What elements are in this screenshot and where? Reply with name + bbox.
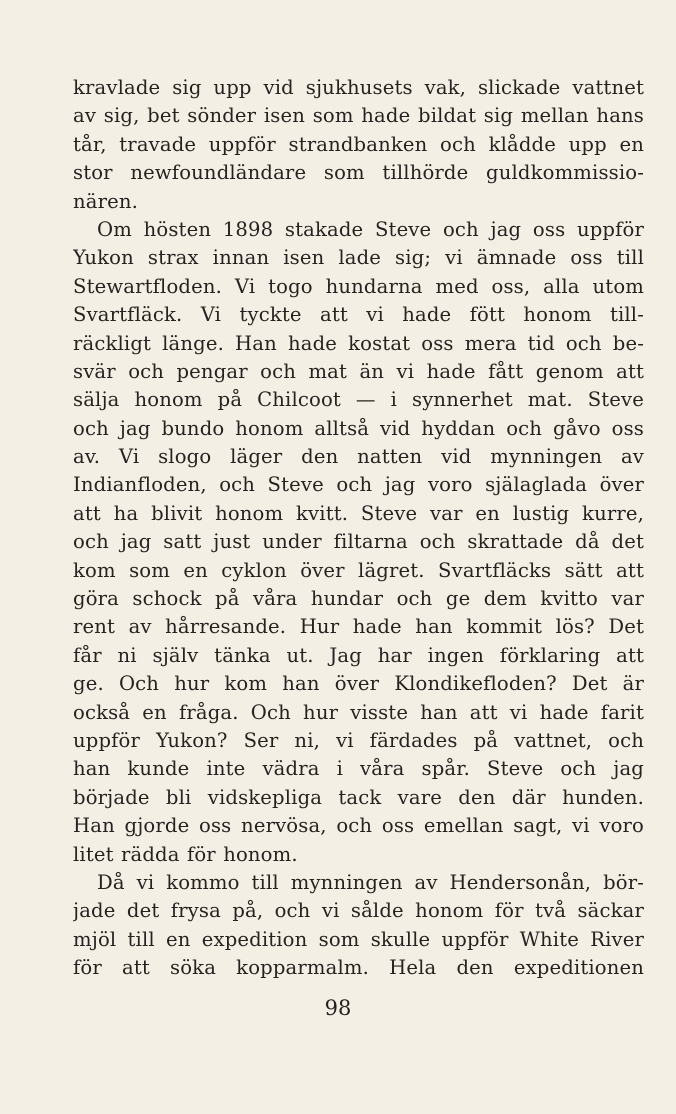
text-line: också en fråga. Och hur visste han att vi hade farit [73, 700, 644, 724]
text-line: för att söka kopparmalm. Hela den expeditionen [73, 956, 644, 980]
text-line: mjöl till en expedition som skulle uppför White River [73, 927, 644, 951]
text-line: räckligt länge. Han hade kostat oss mera tid och be- [73, 331, 644, 355]
text-line: att ha blivit honom kvitt. Steve var en lustig kurre, [73, 501, 644, 525]
text-line: Stewartfloden. Vi togo hundarna med oss, alla utom [73, 274, 644, 298]
text-line: litet rädda för honom. [73, 842, 298, 866]
text-line: rent av hårresande. Hur hade han kommit lös? Det [73, 615, 644, 639]
text-line: han kunde inte vädra i våra spår. Steve och jag [73, 757, 644, 781]
text-line: av. Vi slogo läger den natten vid mynningen av [73, 445, 644, 469]
text-line: Yukon strax innan isen lade sig; vi ämnade oss till [73, 246, 644, 270]
text-line: göra schock på våra hundar och ge dem kvitto var [73, 587, 644, 611]
body-text [73, 74, 644, 983]
text-line: och jag satt just under filtarna och skrattade då det [73, 530, 644, 554]
paragraph-2 [73, 216, 644, 869]
text-line: Svartfläck. Vi tyckte att vi hade fött honom till- [73, 303, 644, 327]
text-line: svär och pengar och mat än vi hade fått genom att [73, 359, 644, 383]
paragraph-3 [73, 869, 644, 983]
text-line: uppför Yukon? Ser ni, vi färdades på vattnet, och [73, 728, 644, 752]
text-line: började bli vidskepliga tack vare den där hunden. [73, 785, 644, 809]
text-line: kom som en cyklon över lägret. Svartfläcks sätt att [73, 558, 644, 582]
text-line: Då vi kommo till mynningen av Hendersonån, bör- [97, 870, 644, 894]
text-line: får ni själv tänka ut. Jag har ingen förklaring att [73, 643, 644, 667]
text-line: Han gjorde oss nervösa, och oss emellan sagt, vi voro [73, 814, 644, 838]
text-line: jade det frysa på, och vi sålde honom för två säckar [73, 899, 644, 923]
paragraph-1 [73, 74, 644, 216]
text-line: tår, travade uppför strandbanken och klådde upp en [73, 132, 644, 156]
page-number: 98 [324, 996, 352, 1020]
text-line: stor newfoundländare som tillhörde guldkommissio- [73, 161, 644, 185]
text-line: nären. [73, 189, 139, 213]
text-line: sälja honom på Chilcoot — i synnerhet mat. Steve [73, 388, 644, 412]
text-line: Indianfloden, och Steve och jag voro själaglada över [73, 473, 644, 497]
text-line: av sig, bet sönder isen som hade bildat sig mellan hans [73, 104, 644, 128]
text-line: Om hösten 1898 stakade Steve och jag oss uppför [97, 217, 644, 241]
text-line: och jag bundo honom alltså vid hyddan och gåvo oss [73, 416, 644, 440]
text-line: ge. Och hur kom han över Klondikefloden? Det är [73, 672, 644, 696]
text-line: kravlade sig upp vid sjukhusets vak, slickade vattnet [73, 76, 644, 99]
